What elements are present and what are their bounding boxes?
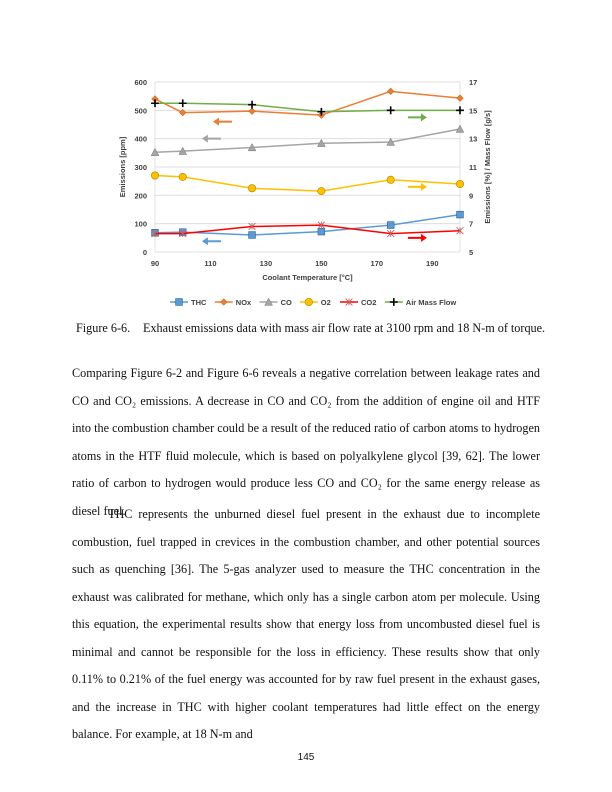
y-tick-label: 300 xyxy=(134,163,147,172)
right-arrow-icon xyxy=(408,183,427,191)
paragraph-2: THC represents the unburned diesel fuel present in the exhaust due to incomplete combustion, fuel trapped in crevices in the combustion chamber, and other potential sources such as quenching [36]. The 5-gas analyzer used to measure the THC concentration in the exhaust was calibrated for methane, which only has a single carbon atom per molecule. Using this equation, the experimental results show that energy loss from uncombusted diesel fuel is minimal and cannot be responsible for the loss in efficiency. These results show that only 0.11% to 0.21% of the fuel energy was accounted for by raw fuel present in the exhaust gases, and the increase in THC with higher coolant temperatures had little effect on the energy balance. For example, at 18 N-m and xyxy=(72,507,540,741)
y-tick-label: 200 xyxy=(134,191,147,201)
series-co xyxy=(151,125,464,156)
right-arrow-icon xyxy=(408,113,427,121)
chart-legend xyxy=(170,298,456,307)
legend-item xyxy=(300,298,331,307)
legend-label: CO xyxy=(280,298,292,307)
x-tick-label: 190 xyxy=(426,259,439,268)
y2-axis-label: Emissions [%] / Mass Flow [g/s] xyxy=(483,110,492,224)
x-tick-label: 130 xyxy=(259,259,273,268)
legend-label: Air Mass Flow xyxy=(405,298,457,307)
legend-item xyxy=(260,298,292,307)
line-chart xyxy=(100,70,520,315)
x-tick-label: 170 xyxy=(370,259,384,268)
legend-item xyxy=(215,298,252,307)
legend-label: O2 xyxy=(320,298,331,307)
emissions-chart xyxy=(100,70,520,315)
series-o2 xyxy=(151,172,463,195)
figure-caption-text: Exhaust emissions data with mass air flow rate at 3100 rpm and 18 N-m of torque. xyxy=(143,321,546,335)
y2-tick-label: 7 xyxy=(469,219,474,229)
y2-tick-label: 13 xyxy=(469,134,478,144)
x-tick-label: 110 xyxy=(204,259,217,268)
right-arrow-icon xyxy=(408,234,427,242)
legend-label: THC xyxy=(191,298,207,307)
y2-tick-label: 11 xyxy=(469,163,477,172)
legend-label: NOx xyxy=(235,298,252,307)
y-tick-label: 0 xyxy=(142,248,147,257)
y2-tick-label: 5 xyxy=(469,248,474,257)
y2-tick-label: 9 xyxy=(469,191,474,201)
y-tick-label: 400 xyxy=(134,134,147,144)
y-tick-label: 600 xyxy=(134,78,147,87)
x-tick-label: 150 xyxy=(315,259,328,268)
y2-tick-label: 15 xyxy=(469,106,478,116)
figure-label: Figure 6-6. xyxy=(76,321,131,335)
y-tick-label: 100 xyxy=(134,219,147,229)
y-axis-label: Emissions [ppm] xyxy=(118,136,127,198)
page-number: 145 xyxy=(297,752,315,763)
x-tick-label: 90 xyxy=(150,259,160,268)
paragraph-1: Comparing Figure 6-2 and Figure 6-6 reveals a negative correlation between leakage rates and CO and CO₂ emissions. A decrease in CO and CO₂ from the addition of engine oil and HTF into the combustion chamber could be a result of the reduced ratio of carbon atoms to hydrogen atoms in the HTF fluid molecule, which is based on polyalkylene glycol [39, 62]. The lower ratio of carbon to hydrogen would produce less CO and CO₂ for the same energy release as diesel fuel. xyxy=(72,366,540,518)
legend-item xyxy=(170,298,207,307)
legend-item xyxy=(340,298,376,307)
figure-caption xyxy=(76,321,546,335)
left-arrow-icon xyxy=(213,118,232,126)
y2-tick-label: 17 xyxy=(469,78,478,87)
legend-item xyxy=(385,298,457,307)
left-arrow-icon xyxy=(202,135,221,143)
y-tick-label: 500 xyxy=(134,106,147,116)
series-air-mass-flow xyxy=(151,99,464,115)
x-axis-label: Coolant Temperature [°C] xyxy=(262,273,353,282)
legend-label: CO2 xyxy=(361,298,377,307)
left-arrow-icon xyxy=(202,237,221,245)
